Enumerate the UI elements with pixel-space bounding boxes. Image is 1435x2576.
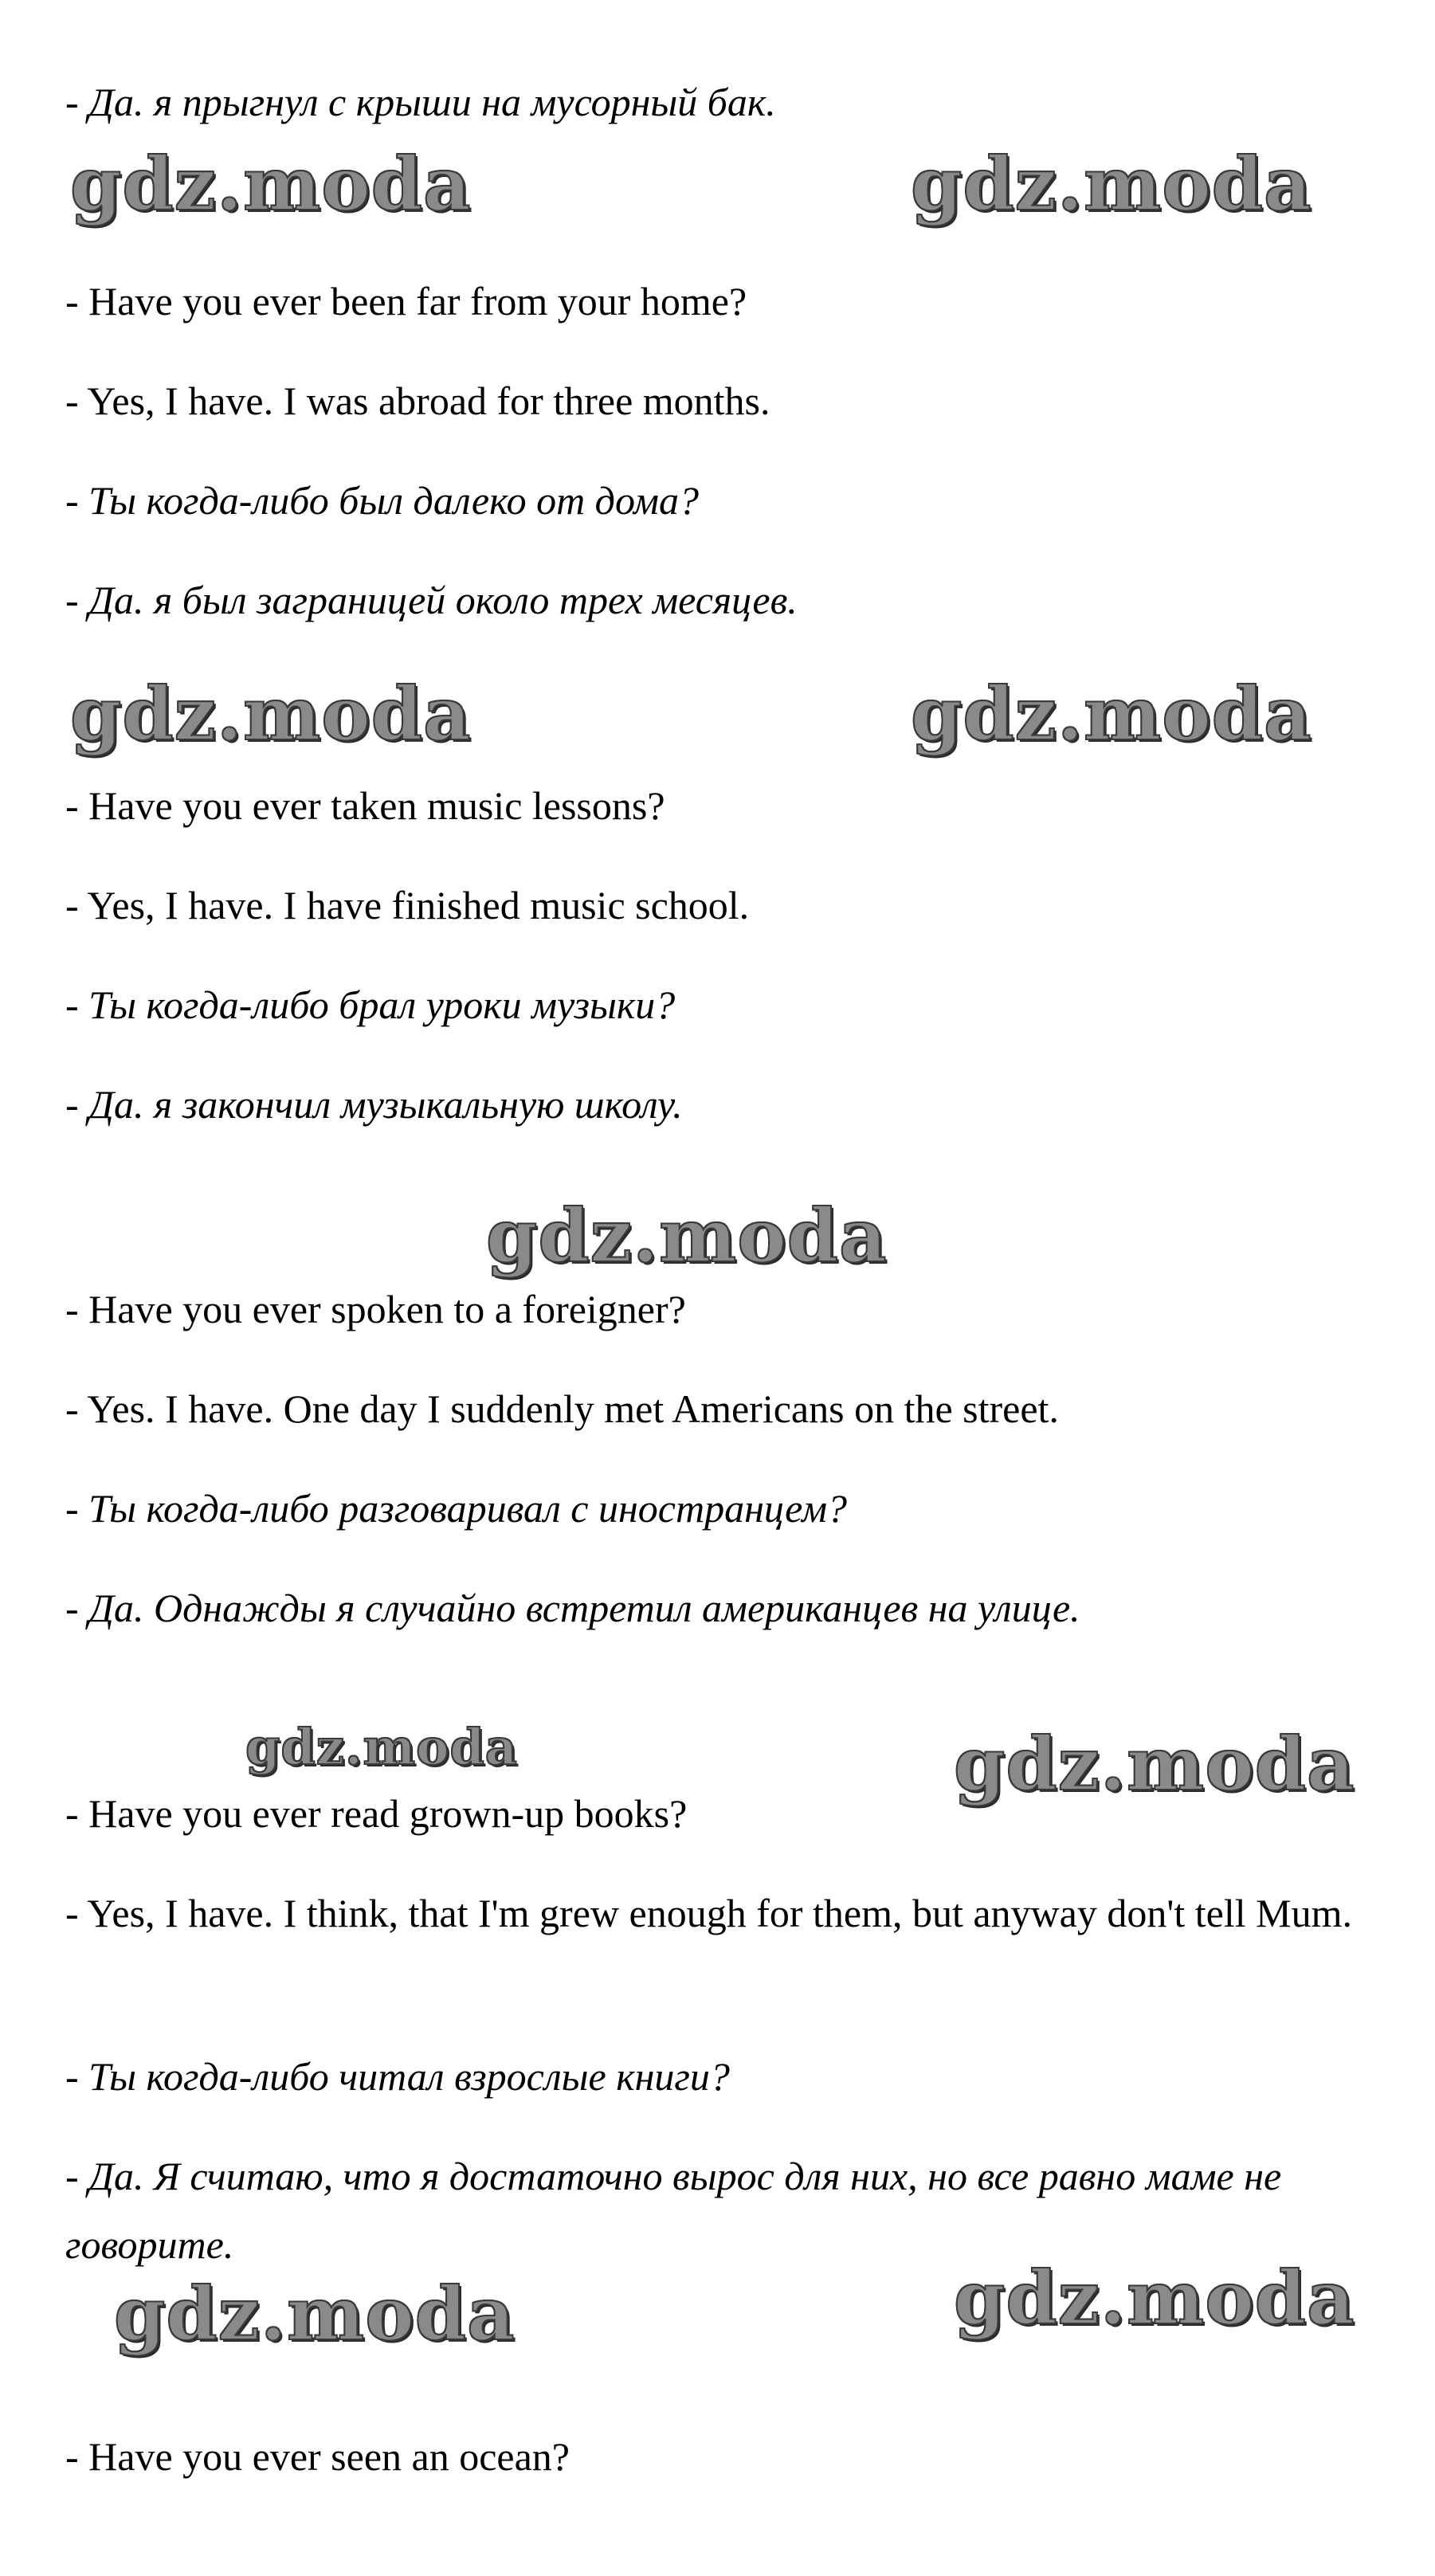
watermark-logo: gdz.moda [245, 1718, 518, 1776]
text-line-ru: - Да. Я считаю, что я достаточно вырос для них, но все равно маме не говорите. [65, 2154, 1282, 2267]
text-line-ru: - Ты когда-либо брал уроки музыки? [65, 982, 676, 1027]
text-line-ru: - Да. Однажды я случайно встретил американцев на улице. [65, 1586, 1080, 1630]
text-line-en: - Have you ever seen an ocean? [65, 2434, 570, 2479]
watermark-logo: gdz.moda [911, 671, 1312, 757]
text-line-en: - Yes, I have. I think, that I'm grew enough for them, but anyway don't tell Mum. [65, 1891, 1352, 1935]
watermark-logo: gdz.moda [114, 2271, 516, 2357]
text-line-en: - Have you ever been far from your home? [65, 279, 747, 323]
text-line-ru: - Да. я был заграницей около трех месяцев. [65, 578, 798, 622]
text-line-en: - Have you ever read grown-up books? [65, 1791, 688, 1836]
watermark-logo: gdz.moda [70, 141, 472, 227]
text-line-en: - Yes. I have. One day I suddenly met Americans on the street. [65, 1386, 1059, 1431]
watermark-logo: gdz.moda [70, 671, 472, 757]
text-line-ru: - Ты когда-либо разговаривал с иностранцем? [65, 1486, 847, 1531]
text-line-ru: - Ты когда-либо читал взрослые книги? [65, 2054, 730, 2099]
text-line-ru: - Ты когда-либо был далеко от дома? [65, 478, 699, 523]
text-line-ru: - Да. я прыгнул с крыши на мусорный бак. [65, 80, 776, 124]
watermark-logo: gdz.moda [954, 2255, 1355, 2341]
text-line-ru: - Да. я закончил музыкальную школу. [65, 1082, 683, 1127]
text-line-en: - Have you ever taken music lessons? [65, 783, 665, 828]
watermark-logo: gdz.moda [486, 1193, 888, 1279]
text-line-en: - Yes, I have. I was abroad for three months. [65, 378, 770, 423]
text-line-en: - Have you ever spoken to a foreigner? [65, 1287, 686, 1331]
watermark-logo: gdz.moda [911, 141, 1312, 227]
watermark-logo: gdz.moda [954, 1721, 1355, 1807]
text-line-en: - Yes, I have. I have finished music school. [65, 883, 750, 927]
